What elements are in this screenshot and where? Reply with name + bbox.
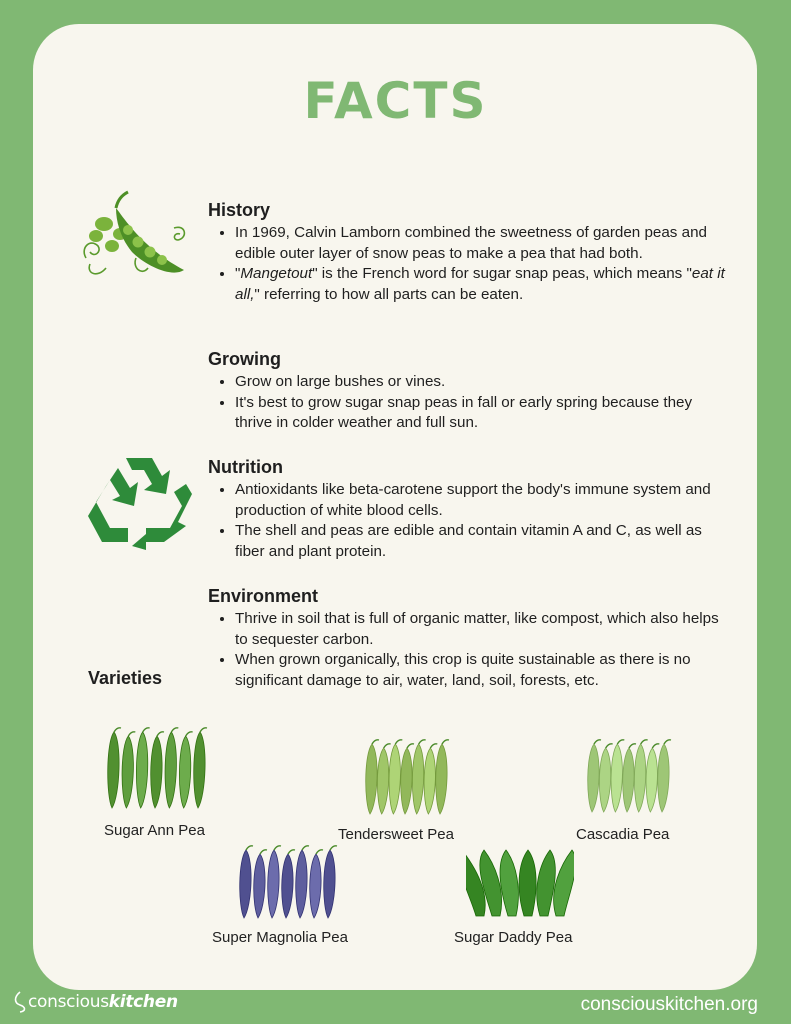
pea-pod	[254, 854, 265, 918]
growing-bullet-2: • It's best to grow sugar snap peas in fall or early spring because they thrive in colder weather and full sun.	[235, 393, 728, 434]
pea-pod	[151, 736, 162, 808]
pea-stem	[606, 744, 613, 748]
pea-stem	[316, 850, 323, 854]
nutrition-section	[208, 457, 728, 562]
pea-pod	[623, 748, 634, 812]
pea-pod	[108, 732, 119, 808]
tendersweet-pea-image	[362, 736, 452, 818]
brand-kitchen: kitchen	[108, 992, 178, 1012]
pea-stem	[664, 740, 671, 744]
super-magnolia-pea-label: Super Magnolia Pea	[212, 929, 348, 946]
pea-stem	[419, 740, 426, 744]
pea-pod	[599, 748, 610, 812]
varieties-heading: Varieties	[88, 668, 163, 688]
pea-stem	[157, 732, 164, 736]
pea-stem	[384, 744, 391, 748]
pea-pod	[165, 732, 176, 808]
pea-stem	[407, 744, 414, 748]
pea-pod	[401, 748, 412, 814]
pea-pod	[634, 744, 645, 812]
history-bullet-2-suffix: " referring to how all parts can be eaten.	[254, 285, 524, 303]
pea-pod	[194, 732, 205, 808]
growing-list	[208, 372, 728, 434]
environment-section	[208, 586, 728, 691]
pea-stem	[629, 744, 636, 748]
nutrition-list	[208, 480, 728, 562]
pea-pod	[389, 744, 400, 814]
pea-pod	[500, 850, 518, 916]
pea-pod	[588, 744, 599, 812]
nutrition-bullet-2: • The shell and peas are edible and contain vitamin A and C, as well as fiber and plant protein.	[235, 521, 728, 562]
pea-stem	[171, 728, 178, 732]
pea-pod	[646, 748, 657, 812]
history-bullet-1: • In 1969, Calvin Lamborn combined the sweetness of garden peas and edible outer layer of snow peas to make a pea that had both.	[235, 223, 728, 264]
sugar-ann-pea-label: Sugar Ann Pea	[104, 822, 205, 839]
history-bullet-2-em-mangetout: Mangetout	[240, 265, 313, 282]
pea-stem	[246, 846, 253, 850]
environment-bullet-2: • When grown organically, this crop is quite sustainable as there is no significant damage to air, water, land, soil, forests, etc.	[235, 650, 728, 691]
sugar-ann-pea-image	[104, 724, 210, 812]
brand-conscious: conscious	[28, 992, 109, 1012]
history-section	[208, 200, 728, 305]
pea-pod	[519, 850, 536, 916]
pea-stem	[641, 740, 648, 744]
pea-stem	[617, 740, 624, 744]
pea-stem	[430, 744, 437, 748]
pea-stem	[274, 846, 281, 850]
pea-pod	[554, 850, 574, 916]
brand-logo	[14, 991, 178, 1013]
recycle-icon	[86, 450, 192, 550]
pea-stem	[372, 740, 379, 744]
pea-pod	[296, 850, 307, 918]
history-heading: History	[208, 200, 271, 220]
cascadia-pea-image	[584, 736, 674, 816]
pea-stem	[128, 732, 135, 736]
history-list	[208, 223, 728, 305]
environment-bullet-1: • Thrive in soil that is full of organic matter, like compost, which also helps to sequester carbon.	[235, 609, 728, 650]
pea-pod-illustration	[76, 188, 192, 284]
pea-stem	[395, 740, 402, 744]
pea-pod	[282, 854, 293, 918]
pea-stem	[652, 744, 659, 748]
pea-pod	[310, 854, 321, 918]
nutrition-bullet-1: • Antioxidants like beta-carotene support the body's immune system and production of white blood cells.	[235, 480, 728, 521]
history-bullet-2-mid: " is the French word for sugar snap peas, which means "	[312, 265, 692, 282]
growing-heading: Growing	[208, 349, 281, 369]
tendersweet-pea-label: Tendersweet Pea	[338, 826, 454, 843]
pea-stem	[260, 850, 267, 854]
pea-pod	[424, 748, 435, 814]
pea-stem	[288, 850, 295, 854]
history-bullet-2-em-eat-it-all: eat it all,	[235, 265, 725, 303]
pea-pod	[122, 736, 133, 808]
nutrition-heading: Nutrition	[208, 457, 283, 477]
pea-pod	[611, 744, 622, 812]
pea-pod	[136, 732, 147, 808]
pea-pod	[377, 748, 388, 814]
pea-pod	[537, 850, 556, 916]
super-magnolia-pea-image	[236, 842, 340, 922]
pea-pod	[268, 850, 279, 918]
pea-stem	[330, 846, 337, 850]
pea-pod	[324, 850, 335, 918]
pea-stem	[143, 728, 150, 732]
pea-stem	[594, 740, 601, 744]
pea-pod	[240, 850, 251, 918]
environment-heading: Environment	[208, 586, 319, 606]
pea-stem	[200, 728, 207, 732]
pea-stem	[442, 740, 449, 744]
history-bullet-2-prefix: "	[235, 265, 241, 282]
growing-section	[208, 349, 728, 434]
pea-pod	[179, 736, 190, 808]
pea-pod	[412, 744, 423, 814]
history-bullet-2	[235, 264, 728, 305]
page-title: FACTS	[303, 72, 488, 130]
pea-pod	[658, 744, 669, 812]
leaf-logo-icon	[14, 991, 26, 1013]
growing-bullet-1: • Grow on large bushes or vines.	[235, 372, 728, 393]
pea-stem	[114, 728, 121, 732]
sugar-daddy-pea-label: Sugar Daddy Pea	[454, 929, 573, 946]
sugar-daddy-pea-image	[466, 844, 574, 920]
footer-url: consciouskitchen.org	[580, 994, 758, 1015]
pea-stem	[186, 732, 193, 736]
pea-stem	[302, 846, 309, 850]
pea-pod	[436, 744, 447, 814]
environment-list	[208, 609, 728, 691]
pea-pod	[366, 744, 377, 814]
cascadia-pea-label: Cascadia Pea	[576, 826, 670, 843]
